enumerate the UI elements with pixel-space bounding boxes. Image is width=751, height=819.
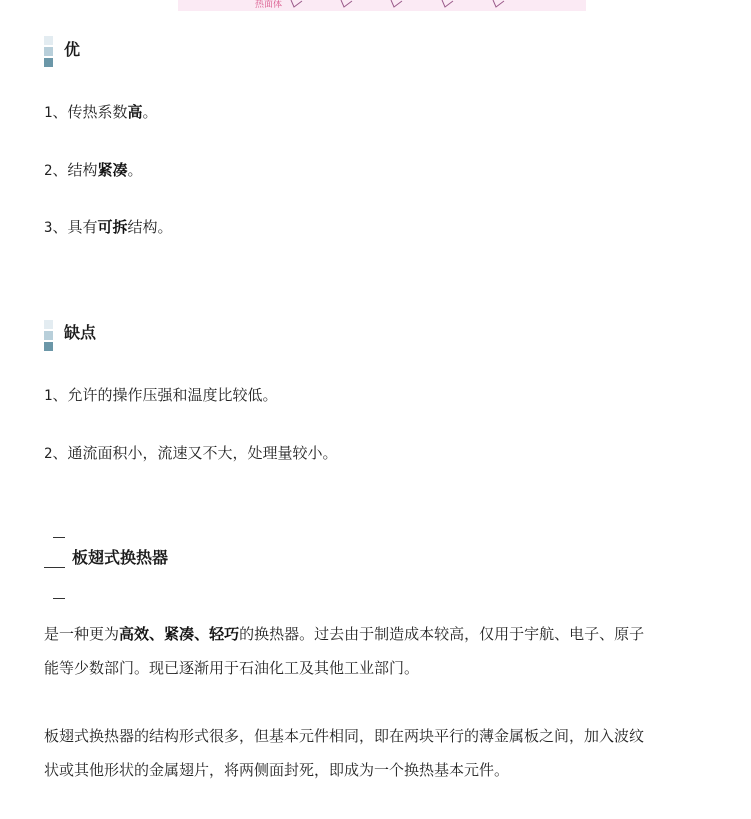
plate-fin-paragraph-1 [44,617,734,685]
advantage-item-2: 2、结构紧凑。 [44,161,143,179]
heading-disadvantages: 缺点 [64,323,97,342]
paragraph-2-line-2: 状或其他形状的金属翅片，将两侧面封死，即成为一个换热基本元件。 [44,761,510,779]
disadvantage-item-1: 1、允许的操作压强和温度比较低。 [44,386,278,404]
advantage-item-3: 3、具有可拆结构。 [44,218,173,236]
plate-fin-paragraph-2 [44,719,734,787]
figure-label: 热面体 [255,0,283,10]
figure-curves [178,0,586,11]
heading-dash-top [53,537,65,538]
paragraph-2-line-1: 板翅式换热器的结构形式很多，但基本元件相同，即在两块平行的薄金属板之间，加入波纹 [44,727,645,745]
heading-plate-fin: 板翅式换热器 [72,548,169,567]
paragraph-1-line-2: 能等少数部门。现已逐渐用于石油化工及其他工业部门。 [44,659,420,677]
top-figure-fragment [178,0,586,11]
disadvantage-item-2: 2、通流面积小，流速又不大，处理量较小。 [44,444,338,462]
paragraph-1-line-1: 是一种更为高效、紧凑、轻巧的换热器。过去由于制造成本较高，仅用于宇航、电子、原子 [44,625,645,643]
heading-dash-bottom [53,598,65,599]
heading-dash-mid [44,567,65,568]
advantage-item-1: 1、传热系数高。 [44,103,158,121]
heading-advantages: 优 [64,40,81,59]
